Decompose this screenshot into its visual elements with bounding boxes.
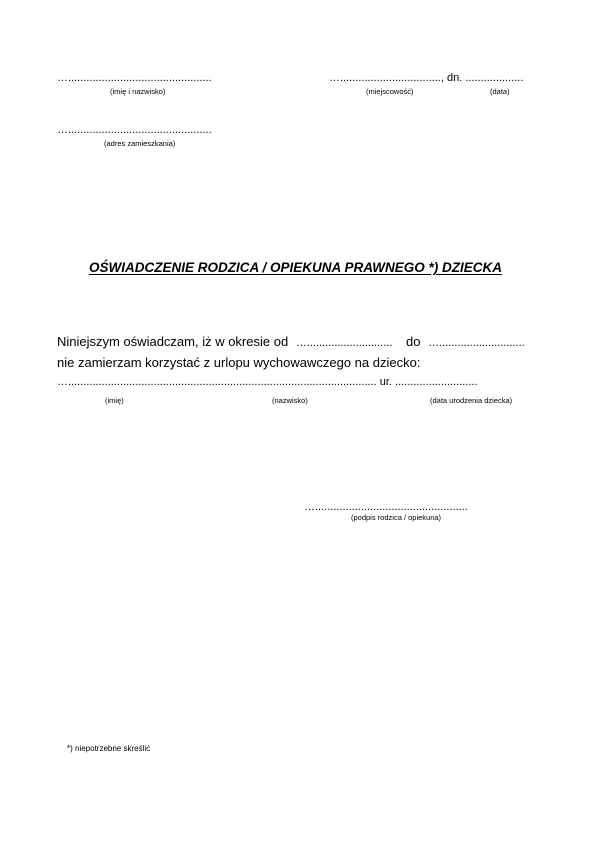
signature-caption: (podpis rodzica / opiekuna) bbox=[351, 513, 442, 522]
child-first-name-caption: (imię) bbox=[105, 396, 124, 405]
period-to-line: …............................ bbox=[428, 337, 525, 349]
document-title: OŚWIADCZENIE RODZICA / OPIEKUNA PRAWNEGO *) DZIECKA bbox=[89, 260, 503, 275]
statement-line-1 bbox=[57, 334, 525, 349]
name-field-line: …............................................... bbox=[57, 72, 212, 84]
place-date-field-line: …................................., dn. ................... bbox=[329, 72, 524, 84]
place-field-caption: (miejscowość) bbox=[366, 87, 414, 96]
footnote: *) niepotrzebne skreślić bbox=[67, 744, 151, 753]
period-from-line: …............................ bbox=[295, 337, 393, 349]
address-field-line: …............................................... bbox=[57, 124, 212, 136]
statement-period-prefix: Niniejszym oświadczam, iż w okresie od bbox=[57, 334, 289, 349]
child-last-name-caption: (nazwisko) bbox=[272, 396, 308, 405]
child-birth-date-caption: (data urodzenia dziecka) bbox=[430, 396, 513, 405]
signature-line: ….................................................. bbox=[304, 501, 468, 513]
address-field-caption: (adres zamieszkania) bbox=[104, 139, 176, 148]
date-field-caption: (data) bbox=[490, 87, 510, 96]
name-field-caption: (imię i nazwisko) bbox=[110, 87, 166, 96]
statement-line-2: nie zamierzam korzystać z urlopu wychowawczego na dziecko: bbox=[57, 355, 421, 370]
period-do-label: do bbox=[406, 334, 421, 349]
child-data-line: …..................................................................................................... ur. ........................... bbox=[57, 376, 478, 388]
